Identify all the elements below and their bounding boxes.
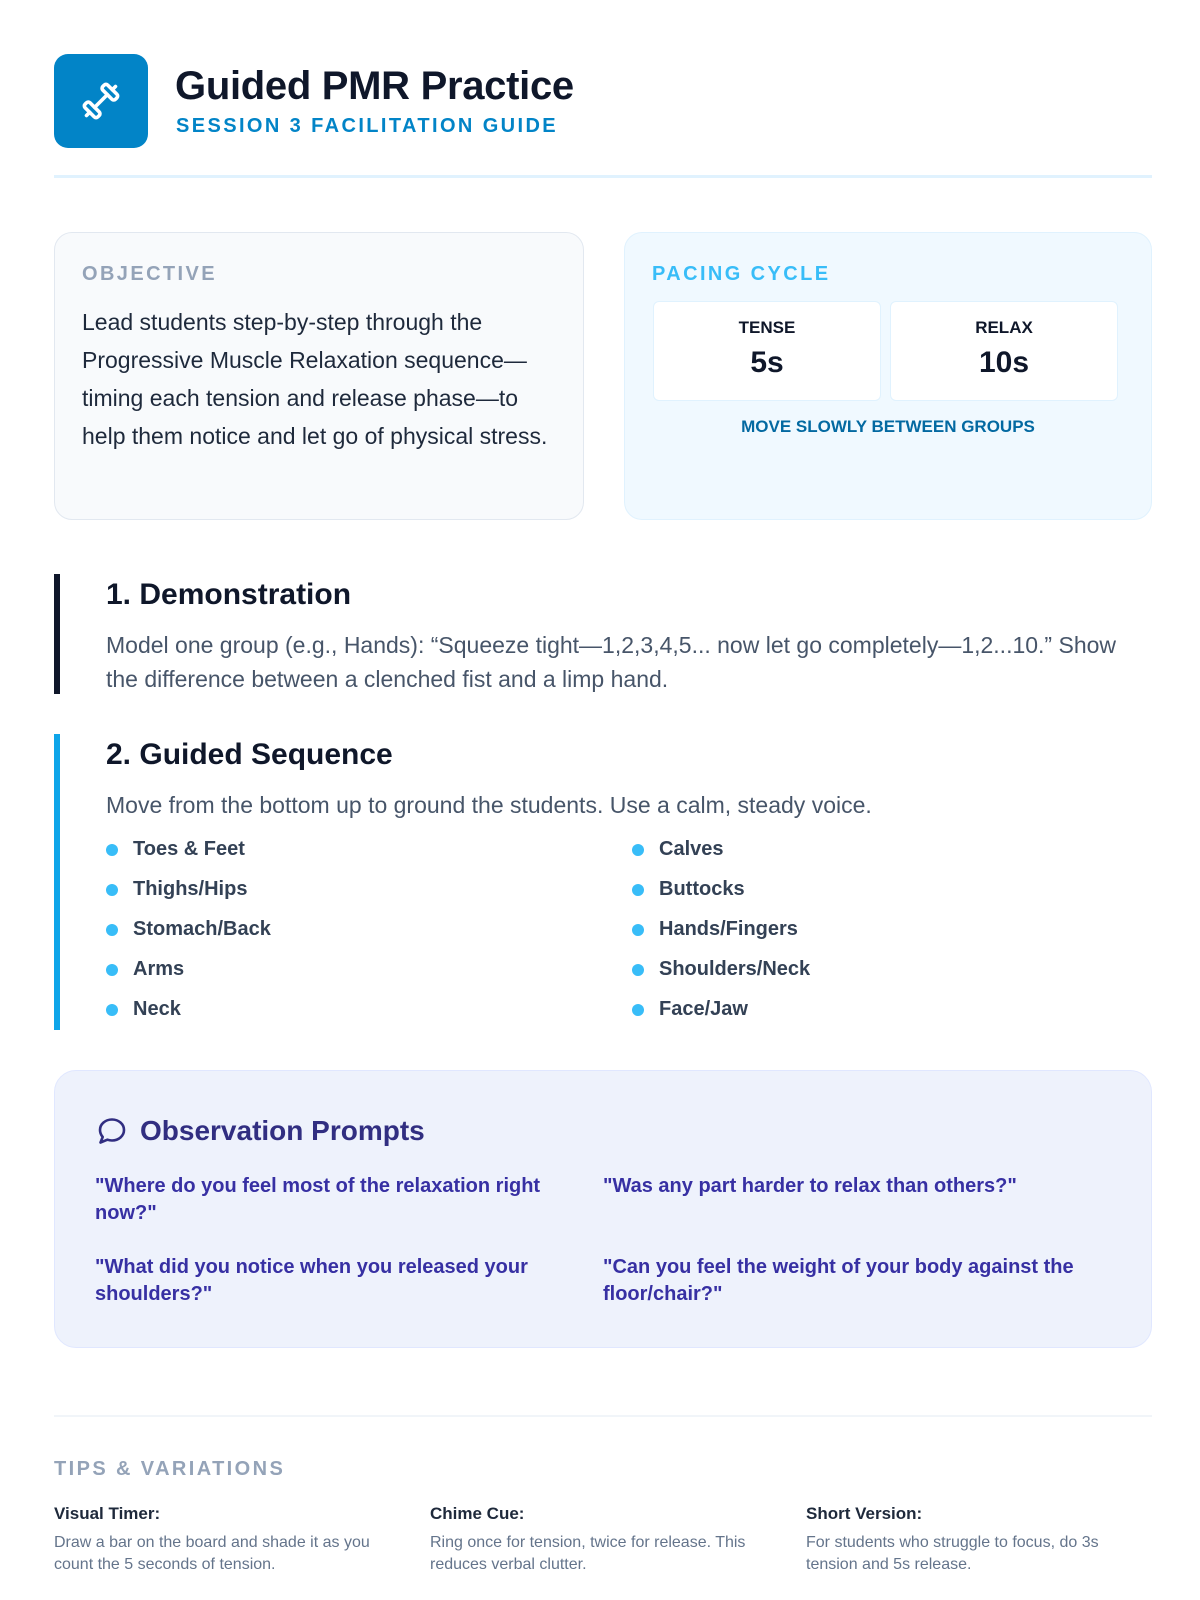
prompt-item: "Where do you feel most of the relaxation right now?" bbox=[95, 1175, 541, 1224]
demonstration-text: Model one group (e.g., Hands): “Squeeze tight—1,2,3,4,5... now let go completely—1,2...10.” Show the difference between a clenched fist and a limp hand. bbox=[106, 632, 1117, 692]
list-item: Face/Jaw bbox=[632, 998, 748, 1021]
tip-text: For students who struggle to focus, do 3s tension and 5s release. bbox=[806, 1534, 1099, 1573]
tip-title: Short Version: bbox=[806, 1504, 923, 1523]
objective-card bbox=[54, 232, 584, 520]
bullet-dot bbox=[632, 1004, 644, 1016]
bullet-dot bbox=[632, 964, 644, 976]
demonstration-section bbox=[54, 574, 1152, 694]
list-item: Calves bbox=[632, 838, 724, 861]
prompt-item: "What did you notice when you released your shoulders?" bbox=[95, 1256, 528, 1305]
tip-title: Chime Cue: bbox=[430, 1504, 525, 1523]
divider bbox=[54, 1415, 1152, 1417]
objective-label: OBJECTIVE bbox=[82, 263, 217, 285]
tip-text: Draw a bar on the board and shade it as you count the 5 seconds of tension. bbox=[54, 1534, 370, 1573]
observation-prompts-card bbox=[54, 1070, 1152, 1348]
dumbbell-icon bbox=[54, 54, 148, 148]
demonstration-title: 1. Demonstration bbox=[106, 578, 352, 611]
bullet-dot bbox=[106, 1004, 118, 1016]
tense-label: TENSE bbox=[738, 318, 796, 337]
pacing-card bbox=[624, 232, 1152, 520]
observation-title: Observation Prompts bbox=[140, 1115, 425, 1146]
tense-value: 5s bbox=[750, 346, 784, 379]
list-item: Shoulders/Neck bbox=[632, 958, 810, 981]
tip-title: Visual Timer: bbox=[54, 1504, 161, 1523]
tense-box bbox=[653, 301, 881, 401]
tip-visual-timer bbox=[54, 1504, 394, 1576]
sequence-title: 2. Guided Sequence bbox=[106, 738, 393, 771]
bullet-dot bbox=[106, 924, 118, 936]
bullet-dot bbox=[106, 844, 118, 856]
speech-bubble-icon bbox=[96, 1115, 128, 1147]
relax-value: 10s bbox=[978, 346, 1030, 379]
page-header bbox=[54, 54, 1152, 178]
page-title: Guided PMR Practice bbox=[175, 64, 574, 108]
tip-text: Ring once for tension, twice for release. This reduces verbal clutter. bbox=[430, 1534, 746, 1573]
relax-label: RELAX bbox=[975, 318, 1033, 337]
tip-short-version bbox=[806, 1504, 1146, 1576]
list-item: Thighs/Hips bbox=[106, 878, 247, 901]
tip-chime-cue bbox=[430, 1504, 770, 1576]
sequence-text: Move from the bottom up to ground the students. Use a calm, steady voice. bbox=[106, 792, 872, 818]
bullet-dot bbox=[106, 884, 118, 896]
page-subtitle: SESSION 3 FACILITATION GUIDE bbox=[176, 115, 559, 137]
pacing-note: MOVE SLOWLY BETWEEN GROUPS bbox=[741, 417, 1035, 436]
bullet-dot bbox=[632, 844, 644, 856]
guided-sequence-section bbox=[54, 734, 1152, 1030]
list-item: Toes & Feet bbox=[106, 838, 245, 861]
list-item: Stomach/Back bbox=[106, 918, 271, 941]
observation-title-row bbox=[96, 1115, 425, 1147]
prompt-item: "Can you feel the weight of your body against the floor/chair?" bbox=[603, 1256, 1074, 1305]
list-item: Arms bbox=[106, 958, 184, 981]
bullet-dot bbox=[632, 884, 644, 896]
list-item: Neck bbox=[106, 998, 181, 1021]
list-item: Hands/Fingers bbox=[632, 918, 798, 941]
bullet-dot bbox=[632, 924, 644, 936]
objective-text: Lead students step-by-step through the Progressive Muscle Relaxation sequence—timing each tension and release phase—to help them notice and let go of physical stress. bbox=[82, 309, 548, 449]
list-item: Buttocks bbox=[632, 878, 745, 901]
bullet-dot bbox=[106, 964, 118, 976]
prompt-item: "Was any part harder to relax than others?" bbox=[603, 1175, 1017, 1197]
pacing-label: PACING CYCLE bbox=[652, 263, 831, 285]
tips-label: TIPS & VARIATIONS bbox=[54, 1458, 286, 1480]
relax-box bbox=[890, 301, 1118, 401]
